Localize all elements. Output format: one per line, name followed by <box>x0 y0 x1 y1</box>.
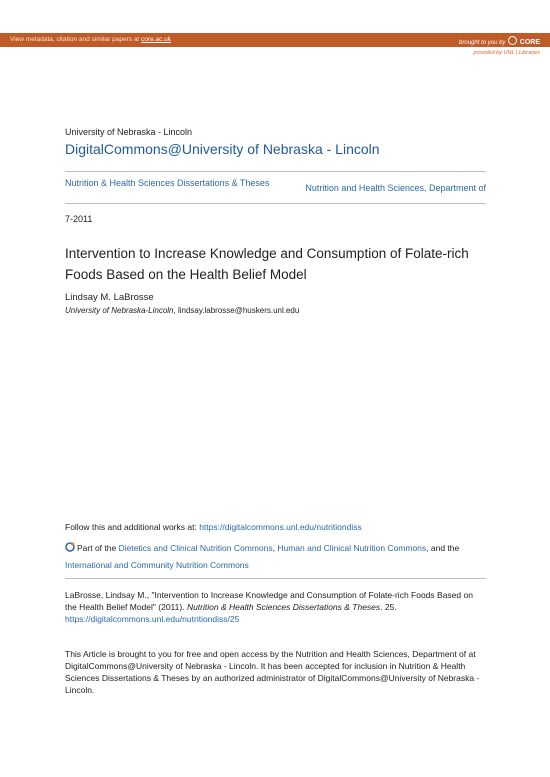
core-view-text: View metadata, citation and similar papers at <box>10 36 142 43</box>
part-prefix: Part of the <box>77 543 119 553</box>
publication-date: 7-2011 <box>65 214 93 224</box>
series-link-right[interactable]: Nutrition and Health Sciences, Department of <box>305 183 486 193</box>
citation-number: . 25. <box>380 602 397 612</box>
commons-link-human[interactable]: Human and Clinical Nutrition Commons <box>277 543 427 553</box>
core-provided-by: provided by UNL | Libraries <box>473 50 540 56</box>
core-logo-icon <box>508 36 517 45</box>
document-title: Intervention to Increase Knowledge and Consumption of Folate-rich Foods Based on the Health Belief Model <box>65 246 469 282</box>
divider <box>65 578 486 579</box>
affiliation-name: University of Nebraska-Lincoln <box>65 306 174 315</box>
core-view-metadata <box>10 36 171 43</box>
core-brought-text: brought to you by <box>459 40 506 46</box>
follow-text: Follow this and additional works at: <box>65 522 200 532</box>
core-brought-by[interactable] <box>459 36 540 46</box>
citation-text: LaBrosse, Lindsay M., "Intervention to Increase Knowledge and Consumption of Folate-rich Foods Based on the Health Belief Model" (2011). <box>65 590 473 612</box>
follow-line <box>65 522 362 532</box>
follow-url[interactable]: https://digitalcommons.unl.edu/nutritiondiss <box>199 522 362 532</box>
divider <box>65 171 486 172</box>
commons-link-international[interactable]: International and Community Nutrition Commons <box>65 560 249 570</box>
citation-block <box>65 589 486 625</box>
divider <box>65 203 486 204</box>
part-of-commons <box>65 540 486 574</box>
repository-name[interactable]: DigitalCommons@University of Nebraska - Lincoln <box>65 141 380 157</box>
author-affiliation: University of Nebraska-Lincoln, lindsay.labrosse@huskers.unl.edu <box>65 306 300 315</box>
commons-link-dietetics[interactable]: Dietetics and Clinical Nutrition Commons <box>118 543 273 553</box>
core-link[interactable]: core.ac.uk <box>141 36 172 43</box>
citation-series: Nutrition & Health Sciences Dissertations & Theses <box>186 602 381 612</box>
citation-url[interactable]: https://digitalcommons.unl.edu/nutritiondiss/25 <box>65 614 240 624</box>
part-sep: , and the <box>426 543 460 553</box>
network-icon <box>65 542 75 552</box>
access-note: This Article is brought to you for free and open access by the Nutrition and Health Sciences, Department of at DigitalCommons@University of Nebraska - Lincoln. It has been accepted for inclusion in Nutrition & Health Sciences Dissertations & Theses by an authorized administrator of DigitalCommons@University of Nebraska - Lincoln. <box>65 649 480 695</box>
core-logo-label: CORE <box>519 39 540 46</box>
series-link-left[interactable]: Nutrition & Health Sciences Dissertations & Theses <box>65 178 270 188</box>
institution-name: University of Nebraska - Lincoln <box>65 127 193 137</box>
author-name: Lindsay M. LaBrosse <box>65 292 154 303</box>
author-email[interactable]: lindsay.labrosse@huskers.unl.edu <box>177 306 300 315</box>
part-sep: , <box>272 543 278 553</box>
